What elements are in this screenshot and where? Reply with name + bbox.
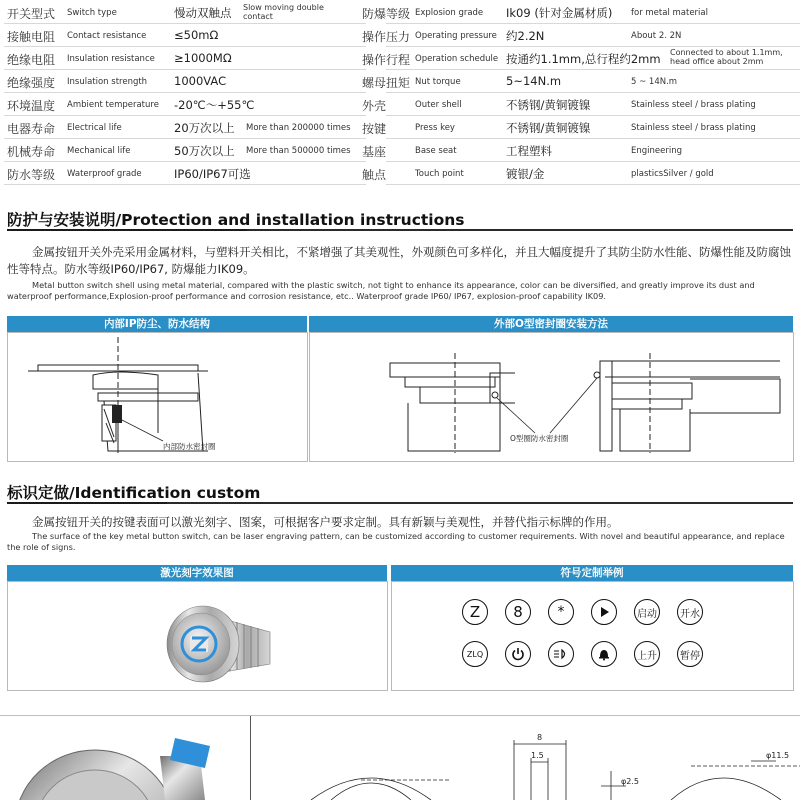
internal-structure-panel [7,332,308,462]
technical-drawing [251,716,800,800]
spec-value: Ik09 (针对金属材质) [506,6,613,20]
oring-seal-callout: O型圈防水密封圈 [510,434,569,443]
spec-value: -20℃～+55℃ [174,98,255,112]
spec-label-en: Nut torque [415,77,461,87]
spec-label-cn: 防爆等级 [362,7,411,21]
spec-extra: Stainless steel / brass plating [631,123,756,133]
spec-row [0,93,800,116]
spec-value: 1000VAC [174,74,227,88]
spec-value: IP60/IP67可选 [174,167,251,181]
laser-engraving-panel [7,581,388,691]
spec-row [0,162,800,185]
spec-row [0,47,800,70]
identification-paragraph-en: The surface of the key metal button switch, can be laser engraving pattern, can be customized according to customer requirements. With novel and beautiful appearance, and replace the role of signs. [7,531,785,552]
light-icon [548,641,574,667]
spec-extra: Stainless steel / brass plating [631,100,756,110]
symbol-text [462,599,488,625]
spec-label-en: Operation schedule [415,54,499,64]
spec-label-en: Contact resistance [67,31,147,41]
protection-title-rule [7,229,793,231]
spec-extra: Engineering [631,146,682,156]
spec-label-cn: 按键 [362,122,387,136]
spec-extra: Slow moving double contact [243,3,324,21]
identification-title-rule [7,502,793,504]
symbol-text [677,599,703,625]
symbol-label: 上升 [637,650,657,662]
spec-value: 慢动双触点 [174,6,232,20]
symbol-label: 启动 [637,608,657,620]
symbol-label: * [557,604,565,620]
oring-method-header: 外部O型密封圈安装方法 [309,316,793,332]
spec-label-en: Outer shell [415,100,462,110]
product-photo [0,716,245,800]
spec-label-cn: 绝缘强度 [7,76,56,90]
spec-extra: More than 200000 times [246,123,351,133]
spec-extra: 5 ~ 14N.m [631,77,678,87]
dim-1-5: 1.5 [531,751,544,760]
spec-label-cn: 操作行程 [362,53,411,67]
spec-label-cn: 环境温度 [7,99,56,113]
spec-label-en: Press key [415,123,455,133]
spec-value: 不锈钢/黄铜镀镍 [506,121,591,135]
identification-paragraph-cn: 金属按钮开关的按键表面可以激光刻字、图案，可根据客户要求定制。具有新颖与美观性，并替代指示标牌的作用。 [32,515,619,529]
spec-value: 按通约1.1mm,总行程约2mm [506,52,661,66]
laser-engraving-header: 激光刻字效果图 [7,565,387,581]
symbol-label: ZLQ [466,649,484,659]
spec-label-cn: 防水等级 [7,168,56,182]
spec-value: 镀银/金 [506,167,545,181]
spec-table [0,0,800,186]
symbol-label: 开水 [680,608,700,620]
spec-label-en: Insulation resistance [67,54,155,64]
spec-label-en: Ambient temperature [67,100,159,110]
spec-extra: for metal material [631,8,708,18]
spec-value: 工程塑料 [506,144,552,158]
spec-label-cn: 电器寿命 [7,122,56,136]
spec-value: 50万次以上 [174,144,235,158]
spec-label-cn: 开关型式 [7,7,56,21]
symbol-text [634,599,660,625]
spec-extra: About 2. 2N [631,31,682,41]
dim-8: 8 [537,733,543,742]
spec-label-en: Waterproof grade [67,169,142,179]
spec-row [0,24,800,47]
spec-value: 20万次以上 [174,121,235,135]
protection-title: 防护与安装说明/Protection and installation instructions [7,211,465,229]
spec-label-cn: 螺母扭矩 [362,76,411,90]
dim-phi-2-5: φ2.5 [621,777,639,786]
spec-row [0,70,800,93]
spec-value: 不锈钢/黄铜镀镍 [506,98,591,112]
spec-label-cn: 触点 [362,168,387,182]
internal-seal-callout: 内部防水密封圈 [163,442,216,451]
spec-extra: Connected to about 1.1mm, head office about 2mm [670,48,783,66]
symbol-text [462,641,488,667]
spec-extra: More than 500000 times [246,146,351,156]
engraved-button-image [8,582,387,690]
protection-paragraph-cn: 金属按钮开关外壳采用金属材料，与塑料开关相比，不紧增强了其美观性，外观颜色可多样化，并且大幅度提升了其防尘防水性能、防爆性能及防腐蚀性等特点。防水等级IP60/IP67, 防爆能力IK09。 [7,245,791,276]
symbol-text [677,641,703,667]
spec-row [0,116,800,139]
protection-paragraph-en: Metal button switch shell using metal material, compared with the plastic switch, not tight to enhance its appearance, color can be diversified, and greatly improve its dust and waterproof performance,Explosion-proof performance and corrosion resistance, etc.. Waterproof grade IP60/ IP67, explosion-proof capability IK09. [7,280,755,301]
spec-extra: plasticsSilver / gold [631,169,714,179]
spec-value: ≥1000MΩ [174,51,232,65]
spec-label-cn: 基座 [362,145,387,159]
power-icon [505,641,531,667]
internal-structure-drawing [8,333,307,461]
symbol-text [548,599,574,625]
spec-label-en: Switch type [67,8,117,18]
symbol-text [634,641,660,667]
play-icon [591,599,617,625]
oring-method-drawing [310,333,793,461]
spec-label-cn: 绝缘电阻 [7,53,56,67]
symbol-examples-panel [391,581,794,691]
internal-structure-header: 内部IP防尘、防水结构 [7,316,307,332]
spec-label-cn: 接触电阻 [7,30,56,44]
spec-value: ≤50mΩ [174,28,219,42]
bell-icon [591,641,617,667]
symbol-label: 8 [513,603,523,621]
spec-label-en: Insulation strength [67,77,148,87]
spec-value: 约2.2N [506,29,545,43]
dim-phi-11-5: φ11.5 [766,751,790,760]
spec-label-en: Touch point [415,169,464,179]
spec-row [0,1,800,24]
spec-row [0,139,800,162]
spec-label-en: Explosion grade [415,8,484,18]
spec-label-en: Base seat [415,146,457,156]
oring-method-panel [309,332,794,462]
spec-label-en: Operating pressure [415,31,497,41]
spec-label-cn: 操作压力 [362,30,411,44]
spec-value: 5~14N.m [506,74,562,88]
spec-label-cn: 机械寿命 [7,145,56,159]
spec-label-en: Mechanical life [67,146,131,156]
spec-label-en: Electrical life [67,123,122,133]
identification-title: 标识定做/Identification custom [7,484,261,502]
symbol-label: 暂停 [680,650,700,662]
symbol-label: Z [469,603,481,621]
spec-label-cn: 外壳 [362,99,387,113]
symbol-custom-header: 符号定制举例 [391,565,793,581]
symbol-text [505,599,531,625]
